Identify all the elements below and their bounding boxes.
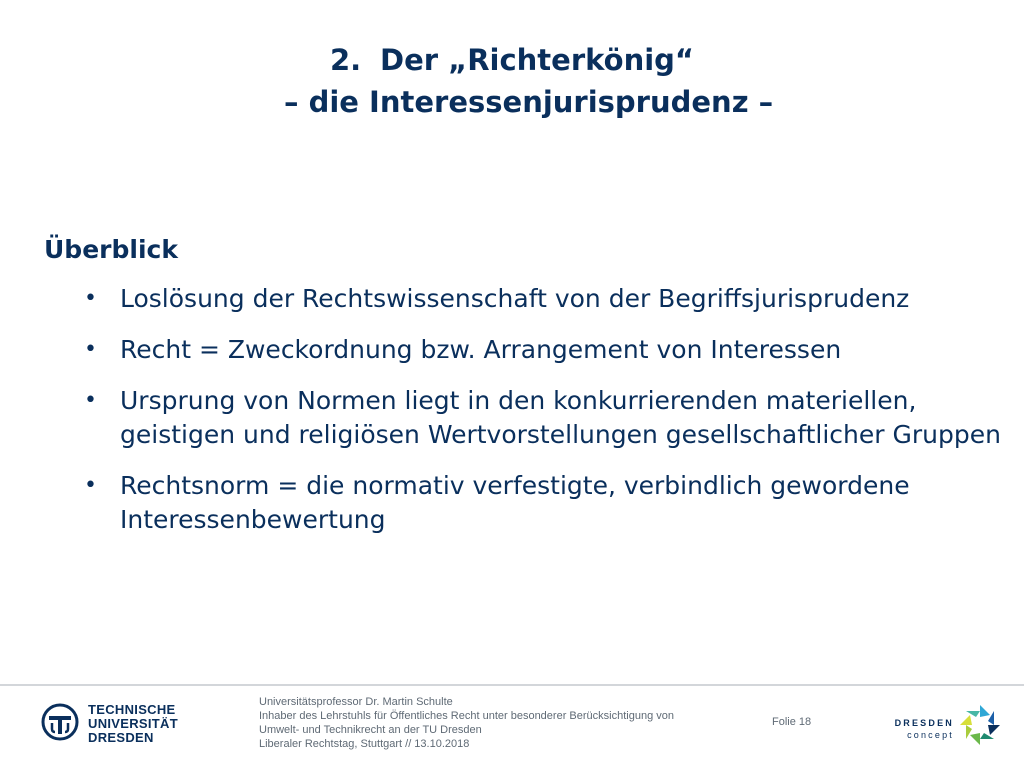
title-line-1 bbox=[330, 40, 694, 80]
tud-line: DRESDEN bbox=[88, 730, 154, 745]
tu-dresden-wordmark bbox=[88, 703, 178, 745]
bullet-marker: • bbox=[84, 286, 97, 311]
bullet-text: Rechtsnorm = die normativ verfestigte, verbindlich gewordene Interessenbewertung bbox=[120, 471, 910, 534]
bullet-item bbox=[44, 333, 1004, 367]
dc-line: concept bbox=[907, 730, 954, 740]
bullet-text: Loslösung der Rechtswissenschaft von der Begriffsjurisprudenz bbox=[120, 284, 910, 313]
dresden-concept-wordmark bbox=[895, 717, 954, 741]
dc-line: DRESDEN bbox=[894, 718, 954, 728]
bullet-marker: • bbox=[84, 388, 97, 413]
dresden-concept-emblem-icon bbox=[958, 703, 1002, 747]
footer-info bbox=[259, 695, 759, 751]
tu-dresden-emblem-icon bbox=[40, 702, 80, 742]
tu-dresden-logo bbox=[40, 702, 180, 746]
bullet-list bbox=[44, 282, 1004, 537]
section-heading: Überblick bbox=[44, 235, 178, 264]
tud-line: TECHNISCHE bbox=[88, 702, 176, 717]
title-number: 2. bbox=[330, 43, 362, 77]
footer-divider bbox=[0, 684, 1024, 686]
slide-number: Folie 18 bbox=[772, 716, 812, 728]
footer-info-line: Inhaber des Lehrstuhls für Öffentliches Recht unter besonderer Berücksichtigung von bbox=[259, 710, 674, 722]
bullet-marker: • bbox=[84, 473, 97, 498]
footer-info-line: Liberaler Rechtstag, Stuttgart // 13.10.2018 bbox=[259, 738, 470, 750]
bullet-text: Recht = Zweckordnung bzw. Arrangement von Interessen bbox=[120, 335, 842, 364]
bullet-item bbox=[44, 384, 1004, 452]
bullet-item bbox=[44, 469, 1004, 537]
title-text: Der „Richterkönig“ bbox=[380, 43, 694, 77]
dresden-concept-logo bbox=[894, 701, 1004, 749]
slide-content bbox=[44, 232, 1004, 554]
footer-info-line: Umwelt- und Technikrecht an der TU Dresden bbox=[259, 724, 482, 736]
footer-info-line: Universitätsprofessor Dr. Martin Schulte bbox=[259, 696, 453, 708]
title-line-2: – die Interessenjurisprudenz – bbox=[284, 85, 774, 119]
bullet-marker: • bbox=[84, 337, 97, 362]
bullet-item bbox=[44, 282, 1004, 316]
tud-line: UNIVERSITÄT bbox=[88, 716, 178, 731]
bullet-text: Ursprung von Normen liegt in den konkurrierenden materiellen, geistigen und religiösen Wertvorstellungen gesellschaftlicher Gruppen bbox=[120, 386, 1001, 449]
